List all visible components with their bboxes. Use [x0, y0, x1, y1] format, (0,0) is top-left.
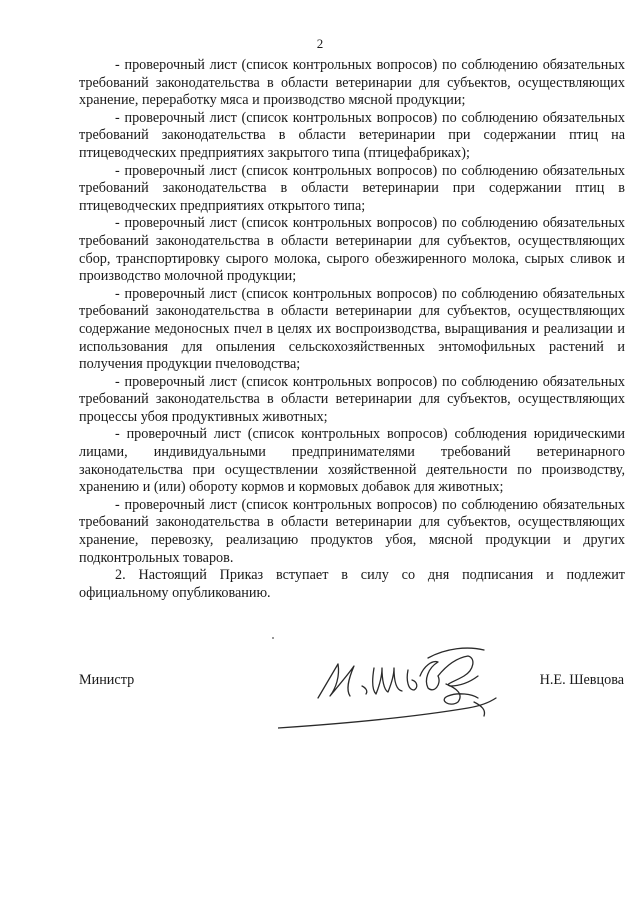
- handwritten-signature: [278, 636, 508, 736]
- closing-paragraph: 2. Настоящий Приказ вступает в силу со дня подписания и подлежит официальному опубликованию.: [79, 567, 625, 601]
- signer-name: Н.Е. Шевцова: [539, 672, 624, 688]
- page-number: 2: [316, 36, 324, 51]
- list-item-6: - проверочный лист (список контрольных вопросов) по соблюдению обязательных требований законодательства в области ветеринарии для субъектов, осуществляющих процессы убоя продуктивных животных;: [79, 373, 625, 425]
- list-item-7: - проверочный лист (список контрольных вопросов) соблюдения юридическими лицами, индивидуальными предпринимателями требований ветеринарного законодательства при осуществлении хозяйственной деятельности по производству, хранению и (или) обороту кормов и кормовых добавок для животных;: [79, 426, 625, 496]
- list-item-5: - проверочный лист (список контрольных вопросов) по соблюдению обязательных требований законодательства в области ветеринарии для субъектов, осуществляющих содержание медоносных пчел в целях их воспроизводства, выращивания и реализации и использования для опыления сельскохозяйственных энтомофильных растений и получения продукции пчеловодства;: [79, 285, 625, 373]
- signer-title: Министр: [79, 672, 135, 688]
- list-item-3: - проверочный лист (список контрольных вопросов) по соблюдению обязательных требований законодательства в области ветеринарии при содержании птиц в птицеводческих предприятиях открытого типа;: [79, 162, 625, 214]
- document-body: [79, 57, 625, 602]
- list-item-4: - проверочный лист (список контрольных вопросов) по соблюдению обязательных требований законодательства в области ветеринарии для субъектов, осуществляющих сбор, транспортировку сырого молока, сырого обезжиренного молока, сырых сливок и производство молочной продукции;: [79, 215, 625, 285]
- list-item-8: - проверочный лист (список контрольных вопросов) по соблюдению обязательных требований законодательства в области ветеринарии для субъектов, осуществляющих хранение, перевозку, реализацию продуктов убоя, мясной продукции и других подконтрольных товаров.: [79, 496, 625, 566]
- list-item-1: - проверочный лист (список контрольных вопросов) по соблюдению обязательных требований законодательства в области ветеринарии для субъектов, осуществляющих хранение, переработку мяса и производство мясной продукции;: [79, 57, 625, 109]
- list-item-2: - проверочный лист (список контрольных вопросов) по соблюдению обязательных требований законодательства в области ветеринарии при содержании птиц на птицеводческих предприятиях закрытого типа (птицефабриках);: [79, 109, 625, 161]
- signature-block: [0, 636, 640, 746]
